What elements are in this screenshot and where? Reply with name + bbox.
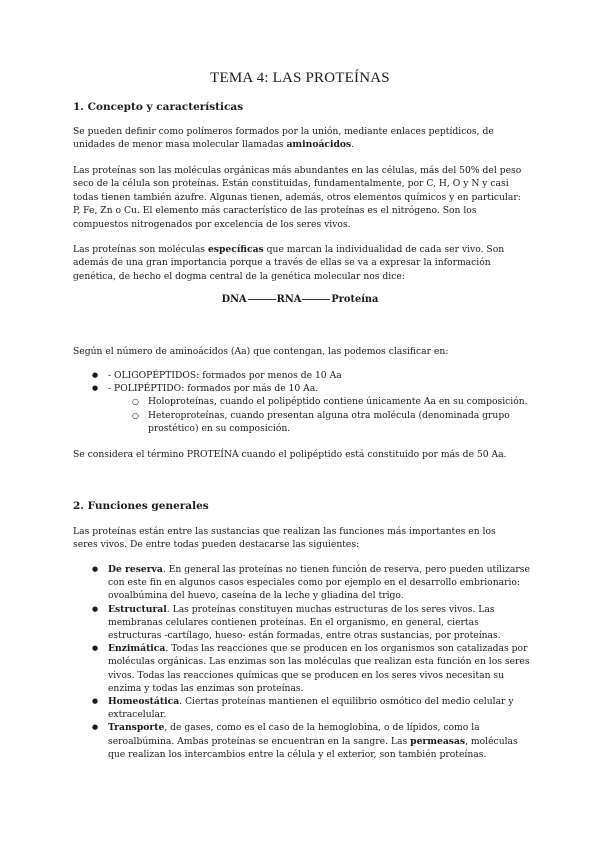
function-text: , de gases, como es el caso de la hemoglobina, o de lípidos, como la seroalbúmina. Ambas proteínas se encuentran en la sangre. Las [108, 722, 480, 747]
list-item-text: - OLIGOPÉPTIDOS: formados por menos de 10 Aa [108, 370, 342, 381]
function-text: . En general las proteínas no tienen función de reserva, pero pueden utilizarse con este fin en algunos casos especiales como por ejemplo en el desarrollo embrionario: ovoalbúmina del huevo, caseína de la leche y gliadina del trigo. [108, 564, 530, 602]
list-item [92, 642, 532, 695]
paragraph-functions-intro: Las proteínas están entre las sustancias que realizan las funciones más importantes en los seres vivos. De entre todas pueden destacarse las siguientes: [73, 526, 496, 551]
function-name: De reserva [108, 564, 163, 575]
function-text: . Ciertas proteínas mantienen el equilibrio osmótico del medio celular y extracelular. [108, 696, 514, 721]
function-text: , moléculas que realizan los intercambios entre la célula y el exterior, son también proteínas. [108, 735, 518, 760]
function-text: . Las proteínas constituyen muchas estructuras de los seres vivos. Las membranas celulares contienen proteínas. En el organismo, en general, ciertas estructuras -cartílago, hueso- están formadas, entre otras sustancias, por proteínas. [108, 603, 501, 642]
list-item [92, 382, 532, 435]
paragraph-specificity [73, 243, 523, 283]
function-name: Estructural [108, 603, 167, 615]
function-name: Homeostática [108, 696, 180, 708]
bold-term: aminoácidos [286, 139, 352, 151]
list-item-text: - POLIPÉPTIDO: formados por más de 10 Aa. [108, 383, 319, 395]
bold-term: específicas [207, 244, 264, 255]
sub-list [108, 395, 532, 435]
dogma-dna: DNA [221, 294, 247, 305]
paragraph-abundance: Las proteínas son las moléculas orgánicas más abundantes en las células, más del 50% del peso seco de la célula son proteínas. Están constituidas, fundamentalmente, por C, H, O y N y casi todas tienen también azufre. Algunas tienen, además, otros elementos químicos y en particular: P, Fe, Zn o Cu. El elemento más característico de las proteínas es el nitrógeno. Son los compuestos nitrogenados por excelencia de los seres vivos. [73, 165, 522, 230]
section-2-heading: 2. Funciones generales [73, 500, 209, 512]
paragraph-text: Las proteínas son moléculas [73, 244, 208, 255]
sub-list-item: ○ Heteroproteínas, cuando presentan alguna otra molécula (denominada grupo prostético) en su composición. [108, 409, 532, 435]
paragraph-protein-term: Se considera el término PROTEÍNA cuando el polipéptido está constituido por más de 50 Aa. [73, 449, 507, 460]
function-name: permeasas [410, 735, 466, 747]
arrow-line [302, 299, 330, 300]
paragraph-text: que marcan la individualidad de cada ser vivo. Son además de una gran importancia porque a través de ellas se va a expresar la información genética, de hecho el dogma central de la genética molecular nos dice: [73, 244, 505, 282]
central-dogma-formula [0, 294, 600, 305]
page-title: TEMA 4: LAS PROTEÍNAS [210, 70, 390, 86]
function-text: . Todas las reacciones que se producen en los organismos son catalizadas por moléculas orgánicas. Las enzimas son las moléculas que realizan esta función en los seres vivos. Todas las reacciones químicas que se producen en los seres vivos necesitan su enzima y todas las enzimas son proteínas. [108, 643, 530, 694]
list-item [92, 721, 532, 761]
paragraph-definition [73, 125, 523, 152]
list-item [92, 563, 532, 603]
functions-list [92, 563, 532, 761]
arrow-line [248, 299, 276, 300]
list-item [92, 369, 532, 382]
list-item [92, 603, 532, 643]
paragraph-classification: Según el número de aminoácidos (Aa) que contengan, las podemos clasificar en: [73, 346, 449, 357]
dogma-protein: Proteína [331, 294, 379, 305]
paragraph-text: Se pueden definir como polímeros formados por la unión, mediante enlaces peptídicos, de unidades de menor masa molecular llamadas [73, 126, 494, 151]
section-1-heading: 1. Concepto y características [73, 101, 244, 113]
paragraph-text: . [351, 139, 355, 151]
function-name: Transporte [108, 722, 165, 734]
dogma-rna: RNA [276, 294, 302, 305]
classification-list [92, 369, 532, 435]
sub-list-item: ○ Holoproteínas, cuando el polipéptido contiene únicamente Aa en su composición. [108, 395, 532, 408]
function-name: Enzimática [108, 643, 166, 655]
list-item [92, 695, 532, 721]
